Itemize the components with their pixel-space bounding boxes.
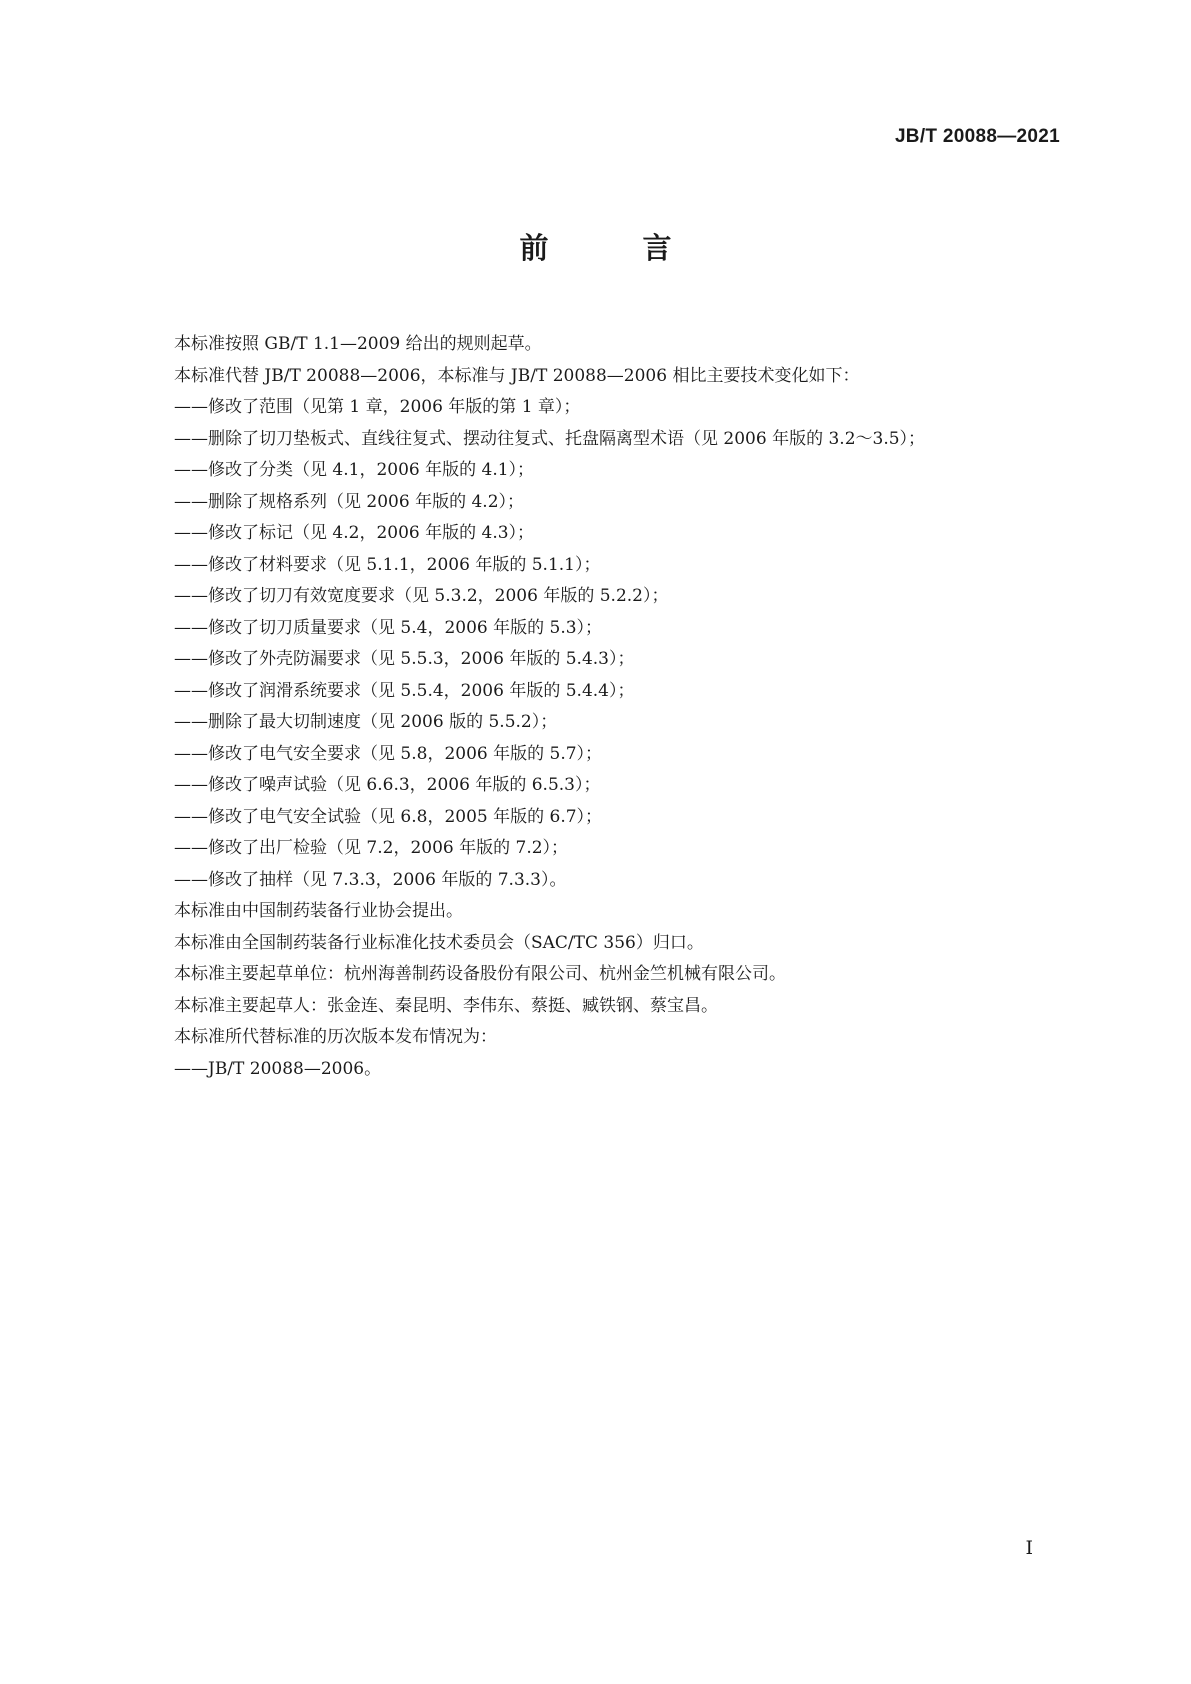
change-item: ——修改了噪声试验（见 6.6.3，2006 年版的 6.5.3）；	[174, 775, 601, 795]
change-item: ——修改了范围（见第 1 章，2006 年版的第 1 章）；	[174, 397, 581, 417]
version-history-item: ——JB/T 20088—2006。	[174, 1058, 382, 1079]
change-item: ——修改了出厂检验（见 7.2，2006 年版的 7.2）；	[174, 838, 569, 858]
page-number: I	[1025, 1537, 1033, 1559]
foreword-line: 本标准按照 GB/T 1.1—2009 给出的规则起草。	[174, 334, 542, 354]
change-item: ——修改了电气安全试验（见 6.8，2005 年版的 6.7）；	[174, 806, 603, 827]
change-item: ——修改了抽样（见 7.3.3，2006 年版的 7.3.3）。	[174, 869, 567, 890]
foreword-line: 本标准由中国制药装备行业协会提出。	[174, 901, 463, 921]
foreword-body	[174, 329, 1064, 1085]
change-item: ——修改了材料要求（见 5.1.1，2006 年版的 5.1.1）；	[174, 554, 601, 575]
change-item: ——修改了润滑系统要求（见 5.5.4，2006 年版的 5.4.4）；	[174, 680, 635, 701]
foreword-line: 本标准所代替标准的历次版本发布情况为：	[174, 1027, 497, 1047]
change-item: ——修改了外壳防漏要求（见 5.5.3，2006 年版的 5.4.3）；	[174, 649, 635, 669]
change-item: ——修改了电气安全要求（见 5.8，2006 年版的 5.7）；	[174, 743, 603, 764]
foreword-line: 本标准主要起草单位：杭州海善制药设备股份有限公司、杭州金竺机械有限公司。	[174, 964, 786, 984]
change-item: ——修改了切刀质量要求（见 5.4，2006 年版的 5.3）；	[174, 617, 603, 638]
foreword-line: 本标准由全国制药装备行业标准化技术委员会（SAC/TC 356）归口。	[174, 932, 704, 953]
change-item: ——删除了规格系列（见 2006 年版的 4.2）；	[174, 491, 525, 512]
change-item: ——修改了标记（见 4.2，2006 年版的 4.3）；	[174, 523, 535, 543]
change-item: ——修改了分类（见 4.1，2006 年版的 4.1）；	[174, 460, 535, 480]
page-title: 前 言	[519, 231, 714, 265]
foreword-line: 本标准代替 JB/T 20088—2006，本标准与 JB/T 20088—2006 相比主要技术变化如下：	[174, 365, 860, 386]
foreword-line: 本标准主要起草人：张金连、秦昆明、李伟东、蔡挺、臧铁钢、蔡宝昌。	[174, 995, 718, 1016]
standard-code: JB/T 20088—2021	[894, 126, 1060, 147]
change-item: ——删除了最大切制速度（见 2006 版的 5.5.2）；	[174, 712, 558, 732]
change-item: ——修改了切刀有效宽度要求（见 5.3.2，2006 年版的 5.2.2）；	[174, 586, 669, 606]
change-item: ——删除了切刀垫板式、直线往复式、摆动往复式、托盘隔离型术语（见 2006 年版的 3.2～3.5）；	[174, 428, 926, 449]
